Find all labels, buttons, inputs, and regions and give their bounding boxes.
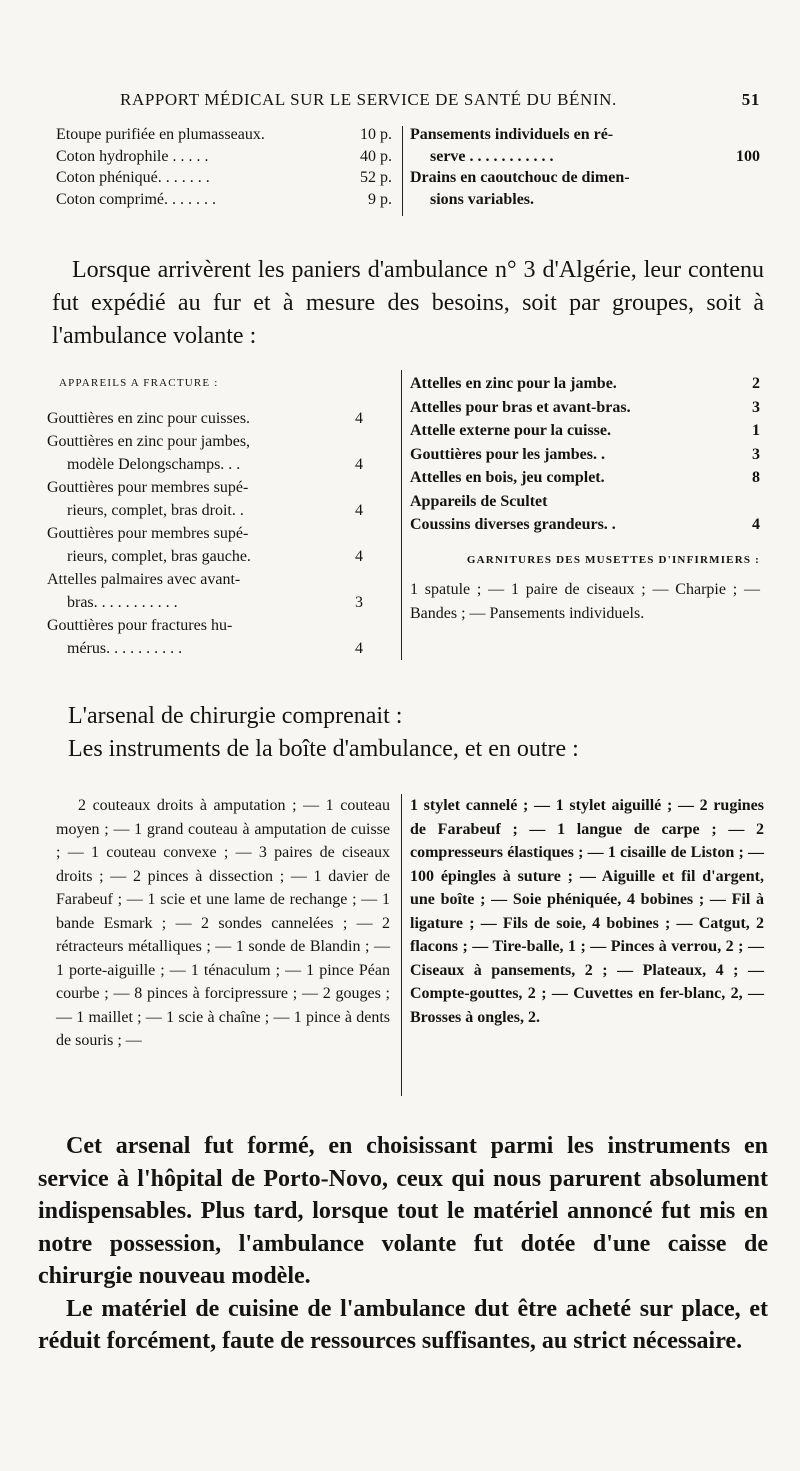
- item-line: Gouttières en zinc pour cuisses.: [47, 410, 251, 427]
- item-quantity: 4: [355, 502, 363, 519]
- item-line: rieurs, complet, bras gauche.: [67, 548, 251, 565]
- list-item: [56, 167, 392, 189]
- item-label: Etoupe purifiée en plumasseaux.: [56, 126, 265, 143]
- item-label: Attelles en bois, jeu complet.: [410, 469, 605, 486]
- list-item: [47, 522, 363, 568]
- list-item: [47, 407, 363, 430]
- paragraph-ambulance-baskets: Lorsque arrivèrent les paniers d'ambulance n° 3 d'Algérie, leur contenu fut expédié au fur et à mesure des besoins, soit par groupes, soit à l'ambulance volante :: [52, 257, 764, 349]
- item-label: Attelles en zinc pour la jambe.: [410, 375, 617, 392]
- item-quantity: 9 p.: [368, 190, 392, 208]
- item-line: modèle Delongschamps. . .: [67, 456, 241, 473]
- instrument-list-left: [56, 794, 390, 1053]
- list-item-line: sions variables.: [430, 190, 535, 208]
- list-item: [56, 146, 392, 168]
- musettes-contents: 1 spatule ; — 1 paire de ciseaux ; — Charpie ; — Bandes ; — Pansements individuels.: [410, 581, 760, 622]
- item-quantity: 4: [355, 410, 363, 427]
- list-item: [410, 146, 760, 168]
- item-quantity: 3: [752, 398, 760, 416]
- arsenal-line: Les instruments de la boîte d'ambulance, et en outre :: [68, 736, 579, 762]
- fracture-apparatus-right: [410, 372, 760, 625]
- running-title: RAPPORT MÉDICAL SUR LE SERVICE DE SANTÉ DU BÉNIN.: [120, 90, 617, 109]
- list-item: [410, 443, 760, 467]
- item-quantity: 4: [752, 516, 760, 533]
- item-line: Gouttières pour membres supé-: [47, 479, 249, 496]
- instrument-text: 1 stylet cannelé ; — 1 stylet aiguillé ; — 2 rugines de Farabeuf ; — 1 langue de carpe ; — 2 compresseurs élastiques ; — 1 cisaille de Liston ; — 100 épingles à suture ; — Aiguille et fil d'argent, une boîte ; — Soie phéniquée, 4 bobines ; — Fil à ligature ; — Fils de soie, 4 bobines ; — Catgut, 2 flacons ; — Tire-balle, 1 ; — Pinces à verrou, 2 ; — Ciseaux à pansements, 2 ; — Plateaux, 4 ; — Compte-gouttes, 2 ; — Cuvettes en fer-blanc, 2, — Brosses à ongles, 2.: [410, 797, 764, 1026]
- list-item: [47, 476, 363, 522]
- item-quantity: 4: [355, 548, 363, 565]
- section-heading: GARNITURES DES MUSETTES D'INFIRMIERS :: [466, 553, 760, 566]
- item-label: Coton comprimé. . . . . . .: [56, 190, 216, 208]
- column-divider: [401, 370, 402, 660]
- item-line: bras. . . . . . . . . . .: [67, 594, 178, 611]
- list-item: [56, 189, 392, 211]
- list-item: [410, 372, 760, 396]
- arsenal-line: L'arsenal de chirurgie comprenait :: [68, 703, 403, 729]
- item-label: Coussins diverses grandeurs. .: [410, 516, 616, 533]
- fracture-apparatus-left: [47, 372, 363, 660]
- paragraph-kitchen: Le matériel de cuisine de l'ambulance dut être acheté sur place, et réduit forcément, faute de ressources suffisantes, au strict nécessaire.: [38, 1295, 768, 1354]
- list-item: [410, 419, 760, 443]
- item-label: Coton hydrophile . . . . .: [56, 147, 209, 165]
- list-item: [56, 124, 392, 146]
- closing-paragraphs: [38, 1130, 768, 1358]
- item-quantity: 4: [355, 456, 363, 473]
- item-quantity: 1: [752, 422, 760, 439]
- item-quantity: 2: [752, 375, 760, 392]
- instrument-text: 2 couteaux droits à amputation ; — 1 couteau moyen ; — 1 grand couteau à amputation de cuisse ; — 1 couteau convexe ; — 3 paires de ciseaux droits ; — 2 pinces à dissection ; — 1 davier de Farabeuf ; — 1 scie et une lame de rechange ; — 1 bande Esmark ; — 2 sondes cannelées ; — 2 rétracteurs métalliques ; — 1 sonde de Blandin ; — 1 porte-aiguille ; — 1 ténaculum ; — 1 pince Péan courbe ; — 8 pinces à forcipressure ; — 2 gouges ; — 1 maillet ; — 1 scie à chaîne ; — 1 pince à dents de souris ; —: [56, 797, 390, 1049]
- list-item: [410, 490, 760, 514]
- item-quantity: 4: [355, 640, 363, 657]
- item-label: Attelle externe pour la cuisse.: [410, 422, 611, 439]
- item-line: Attelles palmaires avec avant-: [47, 571, 241, 588]
- item-quantity: 100: [736, 147, 760, 165]
- item-label: serve . . . . . . . . . . .: [430, 147, 554, 165]
- list-item: [47, 430, 363, 476]
- item-line: Gouttières en zinc pour jambes,: [47, 433, 251, 450]
- list-item: [410, 513, 760, 537]
- item-line: mérus. . . . . . . . . .: [67, 640, 183, 657]
- item-quantity: 40 p.: [360, 147, 392, 165]
- column-divider: [402, 126, 403, 216]
- list-item-line: Drains en caoutchouc de dimen-: [410, 169, 630, 186]
- item-quantity: 3: [355, 594, 363, 611]
- item-label: Coton phéniqué. . . . . . .: [56, 169, 210, 186]
- item-quantity: 3: [752, 445, 760, 463]
- list-item: [47, 614, 363, 660]
- paragraph-arsenal: Cet arsenal fut formé, en choisissant parmi les instruments en service à l'hôpital de Porto-Novo, ceux qui nous parurent absolument indispensables. Plus tard, lorsque tout le matériel annoncé fut mis en notre possession, l'ambulance volante fut dotée d'une caisse de chirurgie nouveau modèle.: [38, 1133, 768, 1289]
- item-quantity: 8: [752, 469, 760, 486]
- item-line: Gouttières pour membres supé-: [47, 525, 249, 542]
- section-heading: APPAREILS A FRACTURE :: [59, 377, 219, 389]
- item-quantity: 52 p.: [360, 169, 392, 186]
- column-divider: [401, 794, 402, 1096]
- item-line: rieurs, complet, bras droit. .: [67, 502, 244, 519]
- list-item: [410, 396, 760, 420]
- item-label: Attelles pour bras et avant-bras.: [410, 398, 631, 416]
- page-number: 51: [741, 90, 760, 109]
- dressing-list-right: [410, 124, 760, 210]
- instrument-list-right: [410, 794, 764, 1029]
- arsenal-intro: [68, 700, 768, 766]
- item-label: Appareils de Scultet: [410, 492, 548, 510]
- item-line: Gouttières pour fractures hu-: [47, 617, 233, 634]
- list-item: [47, 568, 363, 614]
- list-item-line: Pansements individuels en ré-: [410, 126, 614, 143]
- running-header: [120, 90, 760, 110]
- item-quantity: 10 p.: [360, 126, 392, 143]
- list-item: [410, 466, 760, 490]
- item-label: Gouttières pour les jambes. .: [410, 445, 605, 463]
- dressing-list-left: [56, 124, 392, 210]
